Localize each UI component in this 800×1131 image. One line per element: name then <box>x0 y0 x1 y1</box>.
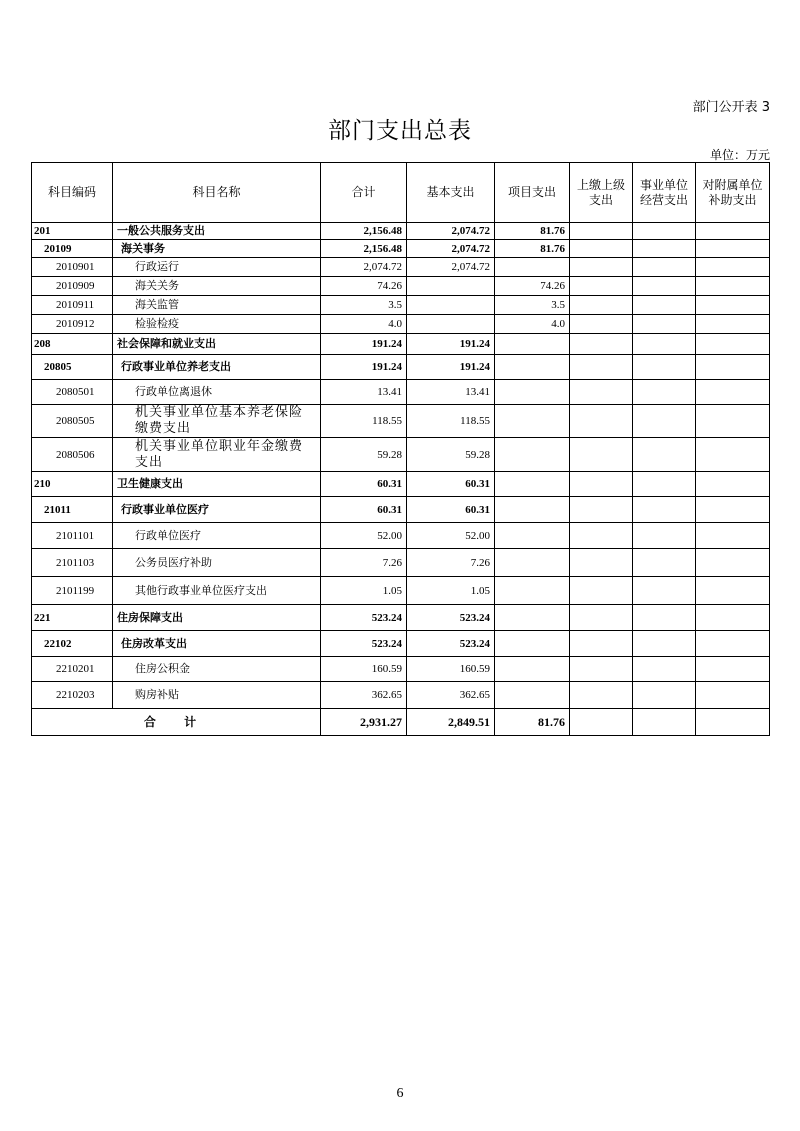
subsidy-cell <box>696 497 770 523</box>
business-cell <box>633 258 696 277</box>
name-cell: 公务员医疗补助 <box>113 549 321 577</box>
subsidy-cell <box>696 523 770 549</box>
project-cell <box>495 682 570 709</box>
upper-cell <box>570 405 633 438</box>
name-cell: 海关事务 <box>113 240 321 258</box>
total-cell: 118.55 <box>321 405 407 438</box>
basic-cell: 118.55 <box>407 405 495 438</box>
business-cell <box>633 334 696 355</box>
header-subsidy: 对附属单位补助支出 <box>696 163 770 223</box>
total-cell: 74.26 <box>321 277 407 296</box>
total-sum: 2,931.27 <box>321 709 407 736</box>
code-cell: 2010912 <box>32 315 113 334</box>
business-cell <box>633 405 696 438</box>
name-cell: 检验检疫 <box>113 315 321 334</box>
name-cell: 购房补贴 <box>113 682 321 709</box>
code-cell: 2080506 <box>32 438 113 472</box>
name-cell: 一般公共服务支出 <box>113 223 321 240</box>
code-cell: 2010909 <box>32 277 113 296</box>
code-cell: 22102 <box>32 631 113 657</box>
upper-cell <box>570 258 633 277</box>
basic-cell: 191.24 <box>407 355 495 380</box>
project-cell <box>495 472 570 497</box>
basic-cell: 1.05 <box>407 577 495 605</box>
basic-cell: 59.28 <box>407 438 495 472</box>
table-row <box>32 296 770 315</box>
name-cell: 住房公积金 <box>113 657 321 682</box>
business-cell <box>633 380 696 405</box>
business-cell <box>633 682 696 709</box>
total-cell: 2,156.48 <box>321 223 407 240</box>
code-cell: 210 <box>32 472 113 497</box>
code-cell: 2080501 <box>32 380 113 405</box>
header-total: 合计 <box>321 163 407 223</box>
project-cell: 3.5 <box>495 296 570 315</box>
name-cell: 行政事业单位医疗 <box>113 497 321 523</box>
basic-cell: 2,074.72 <box>407 223 495 240</box>
basic-cell: 523.24 <box>407 605 495 631</box>
header-project: 项目支出 <box>495 163 570 223</box>
total-cell: 7.26 <box>321 549 407 577</box>
upper-cell <box>570 315 633 334</box>
total-cell: 13.41 <box>321 380 407 405</box>
code-cell: 2080505 <box>32 405 113 438</box>
subsidy-cell <box>696 405 770 438</box>
basic-cell <box>407 315 495 334</box>
table-row <box>32 355 770 380</box>
upper-cell <box>570 577 633 605</box>
upper-cell <box>570 682 633 709</box>
table-row <box>32 523 770 549</box>
header-name: 科目名称 <box>113 163 321 223</box>
upper-cell <box>570 223 633 240</box>
code-cell: 2010901 <box>32 258 113 277</box>
business-cell <box>633 277 696 296</box>
project-cell <box>495 523 570 549</box>
project-cell <box>495 380 570 405</box>
subsidy-cell <box>696 223 770 240</box>
business-cell <box>633 631 696 657</box>
upper-cell <box>570 355 633 380</box>
table-row <box>32 258 770 277</box>
code-cell: 2101199 <box>32 577 113 605</box>
business-cell <box>633 296 696 315</box>
total-upper <box>570 709 633 736</box>
basic-cell: 13.41 <box>407 380 495 405</box>
business-cell <box>633 438 696 472</box>
table-row <box>32 657 770 682</box>
upper-cell <box>570 605 633 631</box>
upper-cell <box>570 472 633 497</box>
code-cell: 21011 <box>32 497 113 523</box>
upper-cell <box>570 240 633 258</box>
basic-cell: 523.24 <box>407 631 495 657</box>
business-cell <box>633 223 696 240</box>
upper-cell <box>570 523 633 549</box>
subsidy-cell <box>696 631 770 657</box>
code-cell: 208 <box>32 334 113 355</box>
name-cell: 行政运行 <box>113 258 321 277</box>
project-cell <box>495 577 570 605</box>
table-row <box>32 223 770 240</box>
name-cell: 机关事业单位职业年金缴费支出 <box>113 438 321 472</box>
subsidy-cell <box>696 577 770 605</box>
total-business <box>633 709 696 736</box>
project-cell: 81.76 <box>495 223 570 240</box>
project-cell <box>495 605 570 631</box>
upper-cell <box>570 380 633 405</box>
basic-cell: 191.24 <box>407 334 495 355</box>
header-row <box>32 163 770 223</box>
project-cell: 74.26 <box>495 277 570 296</box>
project-cell <box>495 549 570 577</box>
project-cell <box>495 334 570 355</box>
form-tag: 部门公开表 3 <box>692 100 770 115</box>
table-body <box>32 223 770 709</box>
header-upper: 上缴上级支出 <box>570 163 633 223</box>
code-cell: 201 <box>32 223 113 240</box>
business-cell <box>633 577 696 605</box>
expenditure-table <box>31 162 770 736</box>
name-cell: 行政事业单位养老支出 <box>113 355 321 380</box>
total-cell: 191.24 <box>321 355 407 380</box>
subsidy-cell <box>696 334 770 355</box>
business-cell <box>633 315 696 334</box>
total-row <box>32 709 770 736</box>
business-cell <box>633 549 696 577</box>
subsidy-cell <box>696 277 770 296</box>
project-cell <box>495 258 570 277</box>
total-cell: 523.24 <box>321 605 407 631</box>
basic-cell: 2,074.72 <box>407 240 495 258</box>
total-cell: 52.00 <box>321 523 407 549</box>
subsidy-cell <box>696 682 770 709</box>
table-row <box>32 315 770 334</box>
code-cell: 221 <box>32 605 113 631</box>
table-row <box>32 631 770 657</box>
total-cell: 1.05 <box>321 577 407 605</box>
name-cell: 海关监管 <box>113 296 321 315</box>
upper-cell <box>570 438 633 472</box>
name-cell: 其他行政事业单位医疗支出 <box>113 577 321 605</box>
table-row <box>32 405 770 438</box>
header-business: 事业单位经营支出 <box>633 163 696 223</box>
table-row <box>32 334 770 355</box>
name-cell: 行政单位离退休 <box>113 380 321 405</box>
total-cell: 4.0 <box>321 315 407 334</box>
project-cell <box>495 497 570 523</box>
table-row <box>32 605 770 631</box>
code-cell: 20805 <box>32 355 113 380</box>
upper-cell <box>570 657 633 682</box>
total-cell: 3.5 <box>321 296 407 315</box>
table-row <box>32 380 770 405</box>
total-label: 合 计 <box>32 709 321 736</box>
business-cell <box>633 523 696 549</box>
unit-label: 单位：万元 <box>709 148 770 162</box>
subsidy-cell <box>696 355 770 380</box>
total-cell: 160.59 <box>321 657 407 682</box>
total-cell: 191.24 <box>321 334 407 355</box>
name-cell: 社会保障和就业支出 <box>113 334 321 355</box>
header-code: 科目编码 <box>32 163 113 223</box>
page-title: 部门支出总表 <box>328 118 472 144</box>
upper-cell <box>570 296 633 315</box>
business-cell <box>633 657 696 682</box>
total-cell: 60.31 <box>321 497 407 523</box>
subsidy-cell <box>696 315 770 334</box>
total-basic: 2,849.51 <box>407 709 495 736</box>
name-cell: 卫生健康支出 <box>113 472 321 497</box>
subsidy-cell <box>696 472 770 497</box>
business-cell <box>633 240 696 258</box>
name-cell: 行政单位医疗 <box>113 523 321 549</box>
upper-cell <box>570 277 633 296</box>
table-row <box>32 277 770 296</box>
code-cell: 2210203 <box>32 682 113 709</box>
name-cell: 住房改革支出 <box>113 631 321 657</box>
table-row <box>32 682 770 709</box>
project-cell <box>495 438 570 472</box>
upper-cell <box>570 334 633 355</box>
basic-cell: 2,074.72 <box>407 258 495 277</box>
project-cell <box>495 405 570 438</box>
total-project: 81.76 <box>495 709 570 736</box>
total-cell: 2,074.72 <box>321 258 407 277</box>
total-cell: 59.28 <box>321 438 407 472</box>
code-cell: 2210201 <box>32 657 113 682</box>
subsidy-cell <box>696 240 770 258</box>
business-cell <box>633 355 696 380</box>
subsidy-cell <box>696 438 770 472</box>
subsidy-cell <box>696 296 770 315</box>
business-cell <box>633 497 696 523</box>
subsidy-cell <box>696 380 770 405</box>
basic-cell: 362.65 <box>407 682 495 709</box>
table-row <box>32 497 770 523</box>
table-row <box>32 472 770 497</box>
upper-cell <box>570 631 633 657</box>
subsidy-cell <box>696 657 770 682</box>
table-row <box>32 549 770 577</box>
table-row <box>32 438 770 472</box>
basic-cell <box>407 296 495 315</box>
page-number: 6 <box>396 1086 404 1101</box>
project-cell <box>495 631 570 657</box>
business-cell <box>633 605 696 631</box>
code-cell: 20109 <box>32 240 113 258</box>
name-cell: 机关事业单位基本养老保险缴费支出 <box>113 405 321 438</box>
code-cell: 2101103 <box>32 549 113 577</box>
subsidy-cell <box>696 549 770 577</box>
project-cell: 81.76 <box>495 240 570 258</box>
basic-cell: 60.31 <box>407 497 495 523</box>
basic-cell: 160.59 <box>407 657 495 682</box>
total-subsidy <box>696 709 770 736</box>
header-basic: 基本支出 <box>407 163 495 223</box>
basic-cell: 52.00 <box>407 523 495 549</box>
project-cell: 4.0 <box>495 315 570 334</box>
basic-cell: 7.26 <box>407 549 495 577</box>
subsidy-cell <box>696 605 770 631</box>
upper-cell <box>570 497 633 523</box>
code-cell: 2101101 <box>32 523 113 549</box>
subsidy-cell <box>696 258 770 277</box>
name-cell: 住房保障支出 <box>113 605 321 631</box>
basic-cell: 60.31 <box>407 472 495 497</box>
name-cell: 海关关务 <box>113 277 321 296</box>
table-row <box>32 577 770 605</box>
total-cell: 362.65 <box>321 682 407 709</box>
project-cell <box>495 355 570 380</box>
business-cell <box>633 472 696 497</box>
total-cell: 523.24 <box>321 631 407 657</box>
total-cell: 2,156.48 <box>321 240 407 258</box>
basic-cell <box>407 277 495 296</box>
table-row <box>32 240 770 258</box>
project-cell <box>495 657 570 682</box>
upper-cell <box>570 549 633 577</box>
code-cell: 2010911 <box>32 296 113 315</box>
total-cell: 60.31 <box>321 472 407 497</box>
